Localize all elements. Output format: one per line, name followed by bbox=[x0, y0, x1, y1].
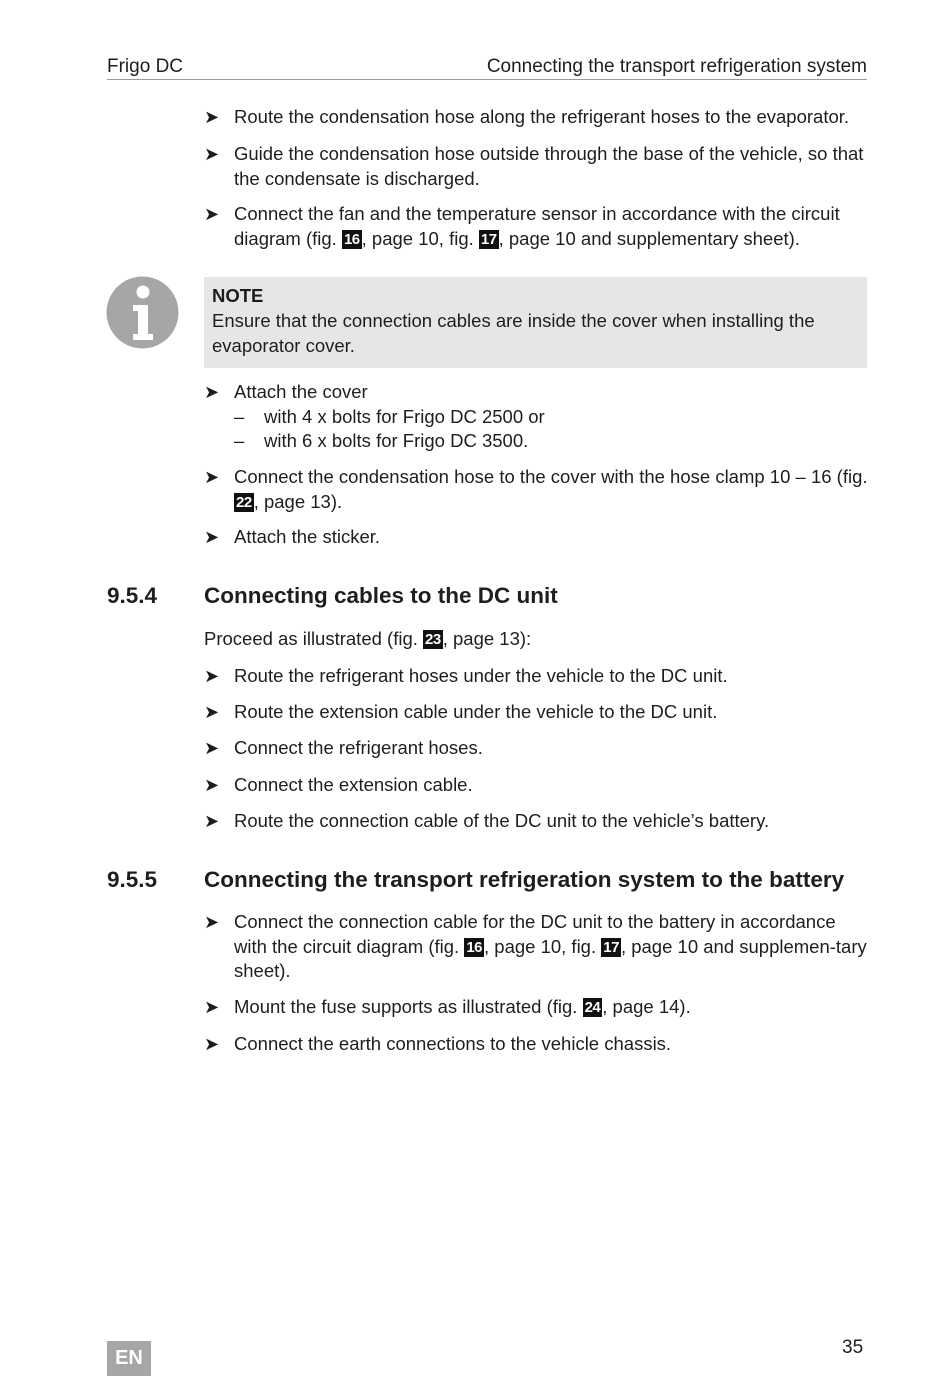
sub-list-item bbox=[234, 429, 869, 454]
list-item bbox=[204, 773, 869, 798]
dash-bullet: – bbox=[234, 405, 245, 427]
step-text bbox=[234, 202, 869, 251]
note-box bbox=[204, 277, 867, 368]
list-item bbox=[204, 202, 869, 251]
step-text-part: , page 10, fig. bbox=[484, 935, 602, 957]
step-text: Connect the extension cable. bbox=[234, 774, 473, 795]
arrow-bullet-icon: ➤ bbox=[204, 997, 220, 1017]
sub-item-text: with 4 x bolts for Frigo DC 2500 or bbox=[264, 405, 545, 427]
arrow-bullet-icon: ➤ bbox=[204, 666, 220, 686]
figure-ref-badge: 17 bbox=[480, 230, 497, 248]
intro-text-part: , page 13): bbox=[442, 628, 532, 649]
arrow-bullet-icon: ➤ bbox=[204, 144, 220, 164]
list-item bbox=[204, 465, 869, 514]
list-item bbox=[204, 1032, 869, 1057]
arrow-bullet-icon: ➤ bbox=[204, 204, 220, 224]
dash-bullet: – bbox=[234, 430, 245, 451]
list-item bbox=[204, 995, 869, 1020]
figure-ref-badge: 17 bbox=[603, 938, 619, 956]
section-number: 9.5.5 bbox=[107, 867, 158, 892]
list-item bbox=[204, 809, 869, 834]
list-item bbox=[204, 525, 869, 550]
step-text: Attach the sticker. bbox=[234, 526, 381, 547]
step-text-part: Connect the connection cable for the DC unit to the battery in accordance with the circuit diagram (fig. bbox=[234, 911, 836, 957]
step-text: Guide the condensation hose outside through the base of the vehicle, so that the condensate is discharged. bbox=[234, 143, 864, 189]
arrow-bullet-icon: ➤ bbox=[204, 702, 220, 722]
list-item bbox=[204, 380, 869, 454]
arrow-bullet-icon: ➤ bbox=[204, 107, 220, 127]
arrow-bullet-icon: ➤ bbox=[204, 382, 220, 402]
step-text: Route the refrigerant hoses under the vehicle to the DC unit. bbox=[234, 665, 728, 686]
header-chapter: Connecting the transport refrigeration system bbox=[486, 56, 867, 77]
step-text-part: , page 10 and supplemen-tary sheet). bbox=[234, 935, 867, 981]
list-item bbox=[204, 664, 869, 689]
step-text: Route the condensation hose along the refrigerant hoses to the evaporator. bbox=[234, 106, 850, 127]
figure-ref-badge: 22 bbox=[236, 493, 252, 511]
step-text-part: Connect the condensation hose to the cover with the hose clamp 10 – 16 (fig. bbox=[234, 466, 868, 487]
step-text bbox=[234, 910, 869, 984]
page-header bbox=[107, 54, 867, 80]
figure-ref-badge: 24 bbox=[584, 999, 601, 1016]
arrow-bullet-icon: ➤ bbox=[204, 775, 220, 795]
note-title: NOTE bbox=[212, 285, 264, 306]
language-tab: EN bbox=[107, 1341, 151, 1376]
step-text-part: Connect the fan and the temperature sensor in accordance with the circuit diagram (fig. bbox=[234, 203, 840, 249]
arrow-bullet-icon: ➤ bbox=[204, 1034, 220, 1054]
sub-item-text: with 6 x bolts for Frigo DC 3500. bbox=[264, 430, 529, 451]
arrow-bullet-icon: ➤ bbox=[204, 912, 220, 932]
note-text: Ensure that the connection cables are inside the cover when installing the evaporator cover. bbox=[212, 310, 815, 356]
info-icon bbox=[106, 276, 179, 349]
section-title: Connecting cables to the DC unit bbox=[204, 583, 558, 608]
arrow-bullet-icon: ➤ bbox=[204, 738, 220, 758]
figure-ref-badge: 23 bbox=[425, 631, 441, 648]
step-text-part: , page 13). bbox=[253, 490, 343, 512]
step-text-part: , page 10, fig. bbox=[361, 227, 479, 249]
step-text: Connect the refrigerant hoses. bbox=[234, 737, 483, 758]
step-text bbox=[234, 995, 869, 1020]
section-intro bbox=[204, 627, 869, 652]
sub-list-item bbox=[234, 405, 869, 430]
step-text-part: , page 14). bbox=[602, 996, 691, 1017]
page-number: 35 bbox=[842, 1337, 864, 1358]
section-number: 9.5.4 bbox=[107, 583, 158, 608]
step-text: Connect the earth connections to the vehicle chassis. bbox=[234, 1033, 672, 1054]
step-text: Route the extension cable under the vehicle to the DC unit. bbox=[234, 701, 718, 722]
intro-text-part: Proceed as illustrated (fig. bbox=[204, 628, 424, 649]
arrow-bullet-icon: ➤ bbox=[204, 527, 220, 547]
arrow-bullet-icon: ➤ bbox=[204, 811, 220, 831]
step-text bbox=[234, 465, 869, 514]
step-text: Route the connection cable of the DC unit to the vehicle’s battery. bbox=[234, 810, 770, 831]
figure-ref-badge: 16 bbox=[343, 230, 360, 248]
section-title: Connecting the transport refrigeration system to the battery bbox=[204, 867, 845, 892]
header-product: Frigo DC bbox=[107, 56, 184, 77]
arrow-bullet-icon: ➤ bbox=[204, 467, 220, 487]
list-item bbox=[204, 910, 869, 984]
step-text: Attach the cover bbox=[234, 381, 368, 402]
step-text-part: Mount the fuse supports as illustrated (fig. bbox=[234, 996, 583, 1017]
figure-ref-badge: 16 bbox=[466, 938, 482, 956]
list-item bbox=[204, 105, 869, 130]
list-item bbox=[204, 736, 869, 761]
step-text-part: , page 10 and supplementary sheet). bbox=[498, 227, 800, 249]
list-item bbox=[204, 700, 869, 725]
list-item bbox=[204, 142, 869, 191]
